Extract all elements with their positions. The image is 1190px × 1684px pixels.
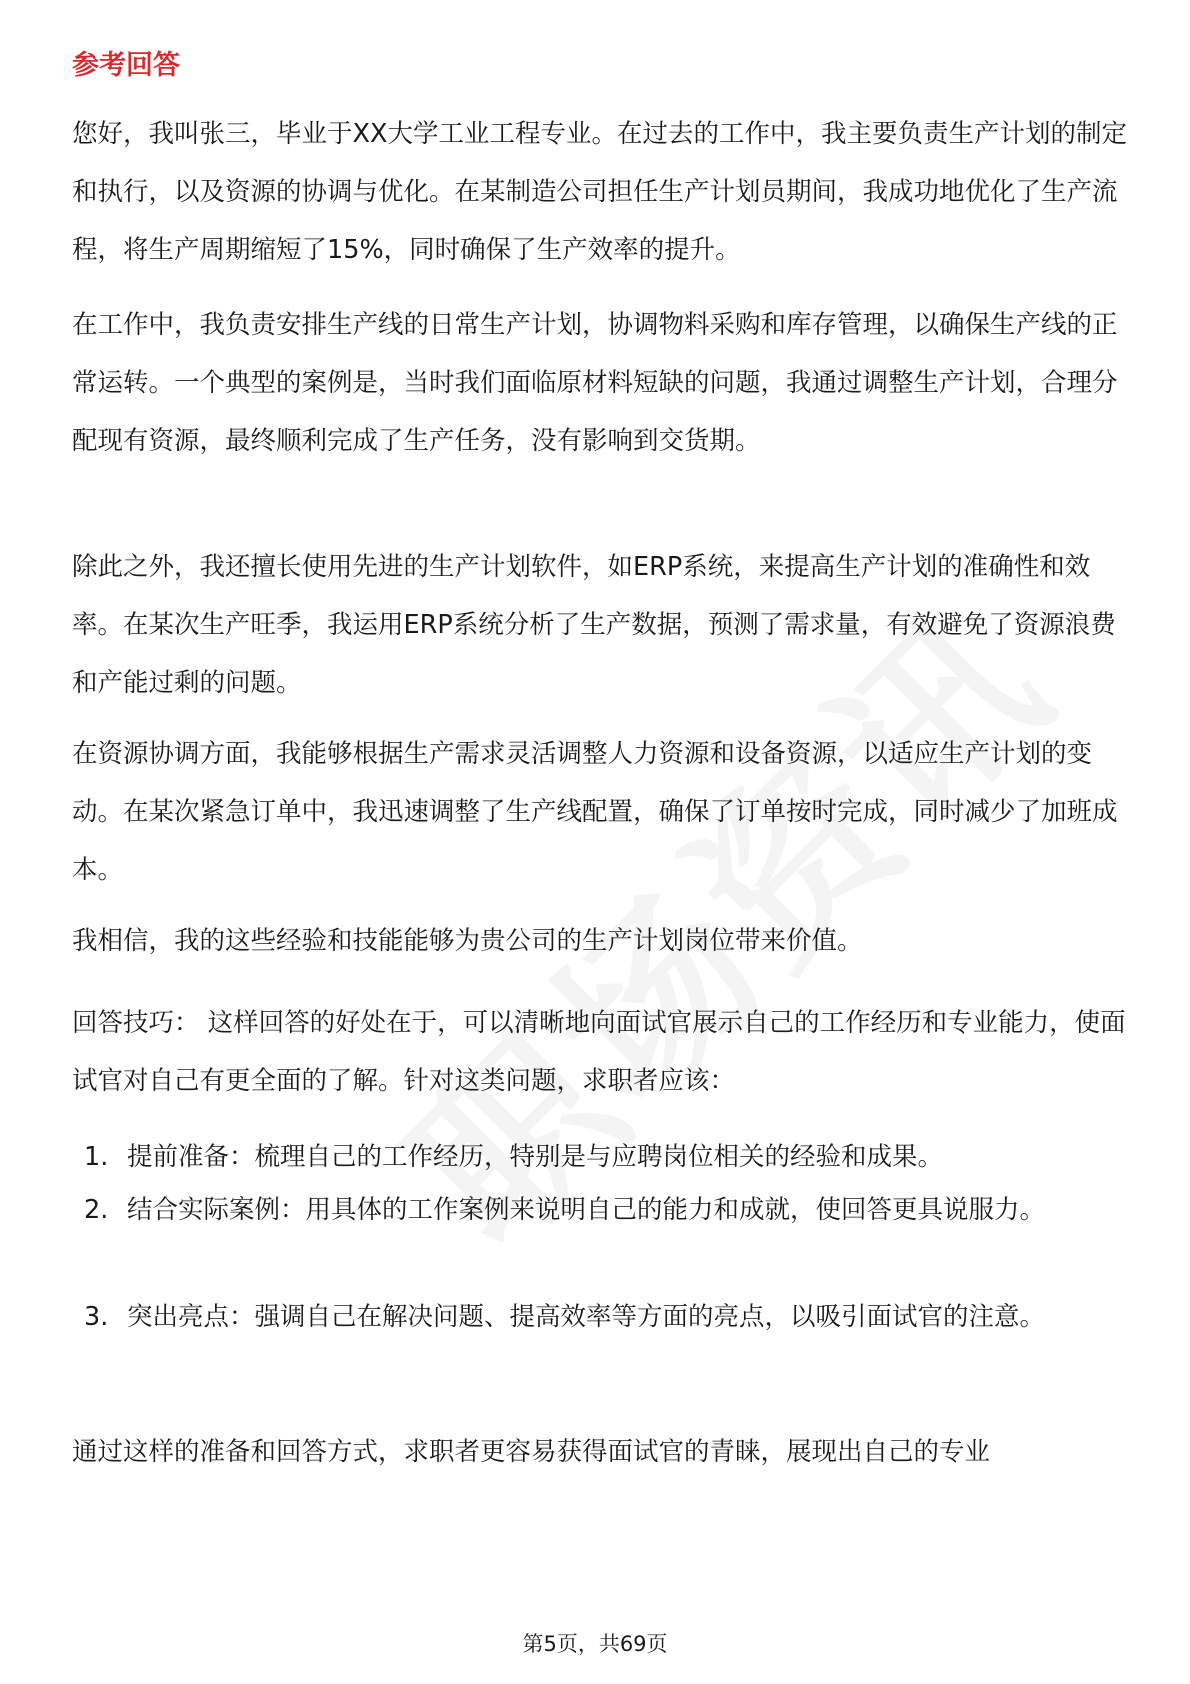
list-item <box>72 1181 1127 1239</box>
section-heading: 参考回答 <box>72 50 180 81</box>
list-text: 提前准备：梳理自己的工作经历，特别是与应聘岗位相关的经验和成果。 <box>127 1142 944 1172</box>
paragraph-belief: 我相信，我的这些经验和技能能够为贵公司的生产计划岗位带来价值。 <box>72 926 863 956</box>
page-number: 第5页，共69页 <box>522 1632 668 1656</box>
list-number: 3. <box>84 1302 109 1332</box>
paragraph-resources: 在资源协调方面，我能够根据生产需求灵活调整人力资源和设备资源，以适应生产计划的变动。在某次紧急订单中，我迅速调整了生产线配置，确保了订单按时完成，同时减少了加班成本。 <box>72 739 1118 885</box>
list-number: 2. <box>84 1195 109 1225</box>
list-item <box>72 1288 1127 1346</box>
list-text: 突出亮点：强调自己在解决问题、提高效率等方面的亮点，以吸引面试官的注意。 <box>127 1302 1046 1332</box>
list-text: 结合实际案例：用具体的工作案例来说明自己的能力和成就，使回答更具说服力。 <box>127 1195 1046 1225</box>
paragraph-tips-intro: 回答技巧： 这样回答的好处在于，可以清晰地向面试官展示自己的工作经历和专业能力，使面试官对自己有更全面的了解。针对这类问题，求职者应该： <box>72 1008 1126 1096</box>
list-item <box>72 1128 1127 1186</box>
paragraph-intro: 您好，我叫张三，毕业于XX大学工业工程专业。在过去的工作中，我主要负责生产计划的制定和执行，以及资源的协调与优化。在某制造公司担任生产计划员期间，我成功地优化了生产流程，将生产周期缩短了15%，同时确保了生产效率的提升。 <box>72 119 1127 265</box>
paragraph-erp: 除此之外，我还擅长使用先进的生产计划软件，如ERP系统，来提高生产计划的准确性和效率。在某次生产旺季，我运用ERP系统分析了生产数据，预测了需求量，有效避免了资源浪费和产能过剩的问题。 <box>72 552 1116 698</box>
paragraph-closing: 通过这样的准备和回答方式，求职者更容易获得面试官的青睐，展现出自己的专业 <box>72 1437 991 1467</box>
paragraph-work-case: 在工作中，我负责安排生产线的日常生产计划，协调物料采购和库存管理，以确保生产线的正常运转。一个典型的案例是，当时我们面临原材料短缺的问题，我通过调整生产计划，合理分配现有资源，最终顺利完成了生产任务，没有影响到交货期。 <box>72 310 1118 456</box>
list-number: 1. <box>84 1142 109 1172</box>
